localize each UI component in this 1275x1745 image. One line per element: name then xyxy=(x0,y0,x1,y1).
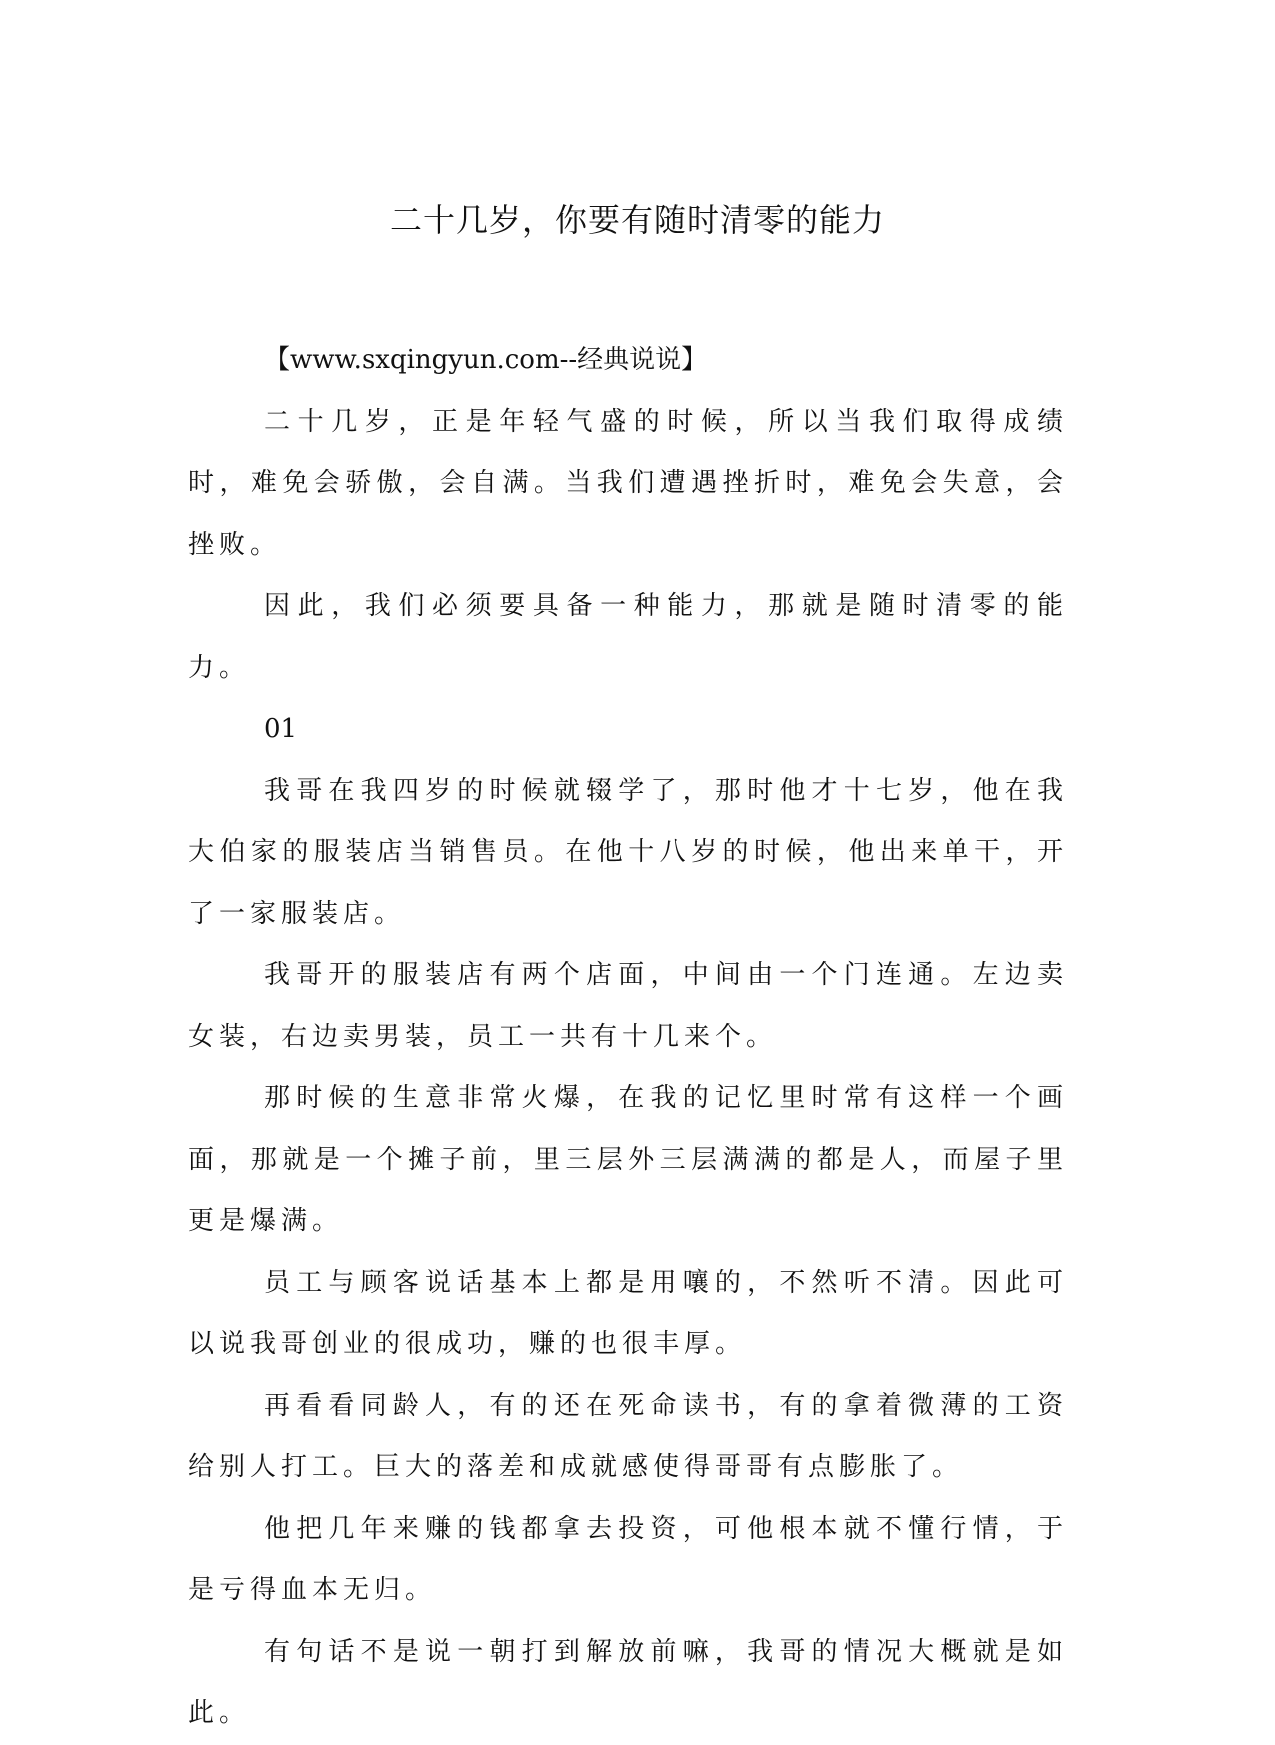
paragraph: 我哥开的服装店有两个店面，中间由一个门连通。左边卖女装，右边卖男装，员工一共有十几来个。 xyxy=(188,960,1068,1052)
paragraph: 那时候的生意非常火爆，在我的记忆里时常有这样一个画面，那就是一个摊子前，里三层外三层满满的都是人，而屋子里更是爆满。 xyxy=(188,1083,1068,1236)
paragraph: 再看看同龄人，有的还在死命读书，有的拿着微薄的工资给别人打工。巨大的落差和成就感使得哥哥有点膨胀了。 xyxy=(188,1390,1068,1482)
source-line: 【www.sxqingyun.com--经典说说】 xyxy=(264,345,708,375)
page-title: 二十几岁，你要有随时清零的能力 xyxy=(389,201,885,239)
paragraph: 因此，我们必须要具备一种能力，那就是随时清零的能力。 xyxy=(188,591,1068,683)
paragraph: 员工与顾客说话基本上都是用嚷的，不然听不清。因此可以说我哥创业的很成功，赚的也很丰厚。 xyxy=(188,1267,1068,1359)
paragraph: 他把几年来赚的钱都拿去投资，可他根本就不懂行情，于是亏得血本无归。 xyxy=(188,1513,1068,1605)
paragraph: 我哥在我四岁的时候就辍学了，那时他才十七岁，他在我大伯家的服装店当销售员。在他十八岁的时候，他出来单干，开了一家服装店。 xyxy=(188,775,1068,929)
article-body xyxy=(188,330,1068,1745)
paragraph: 有句话不是说一朝打到解放前嘛，我哥的情况大概就是如此。 xyxy=(188,1636,1068,1728)
paragraph: 二十几岁，正是年轻气盛的时候，所以当我们取得成绩时，难免会骄傲，会自满。当我们遭遇挫折时，难免会失意，会挫败。 xyxy=(188,406,1068,560)
section-number: 01 xyxy=(264,714,298,744)
